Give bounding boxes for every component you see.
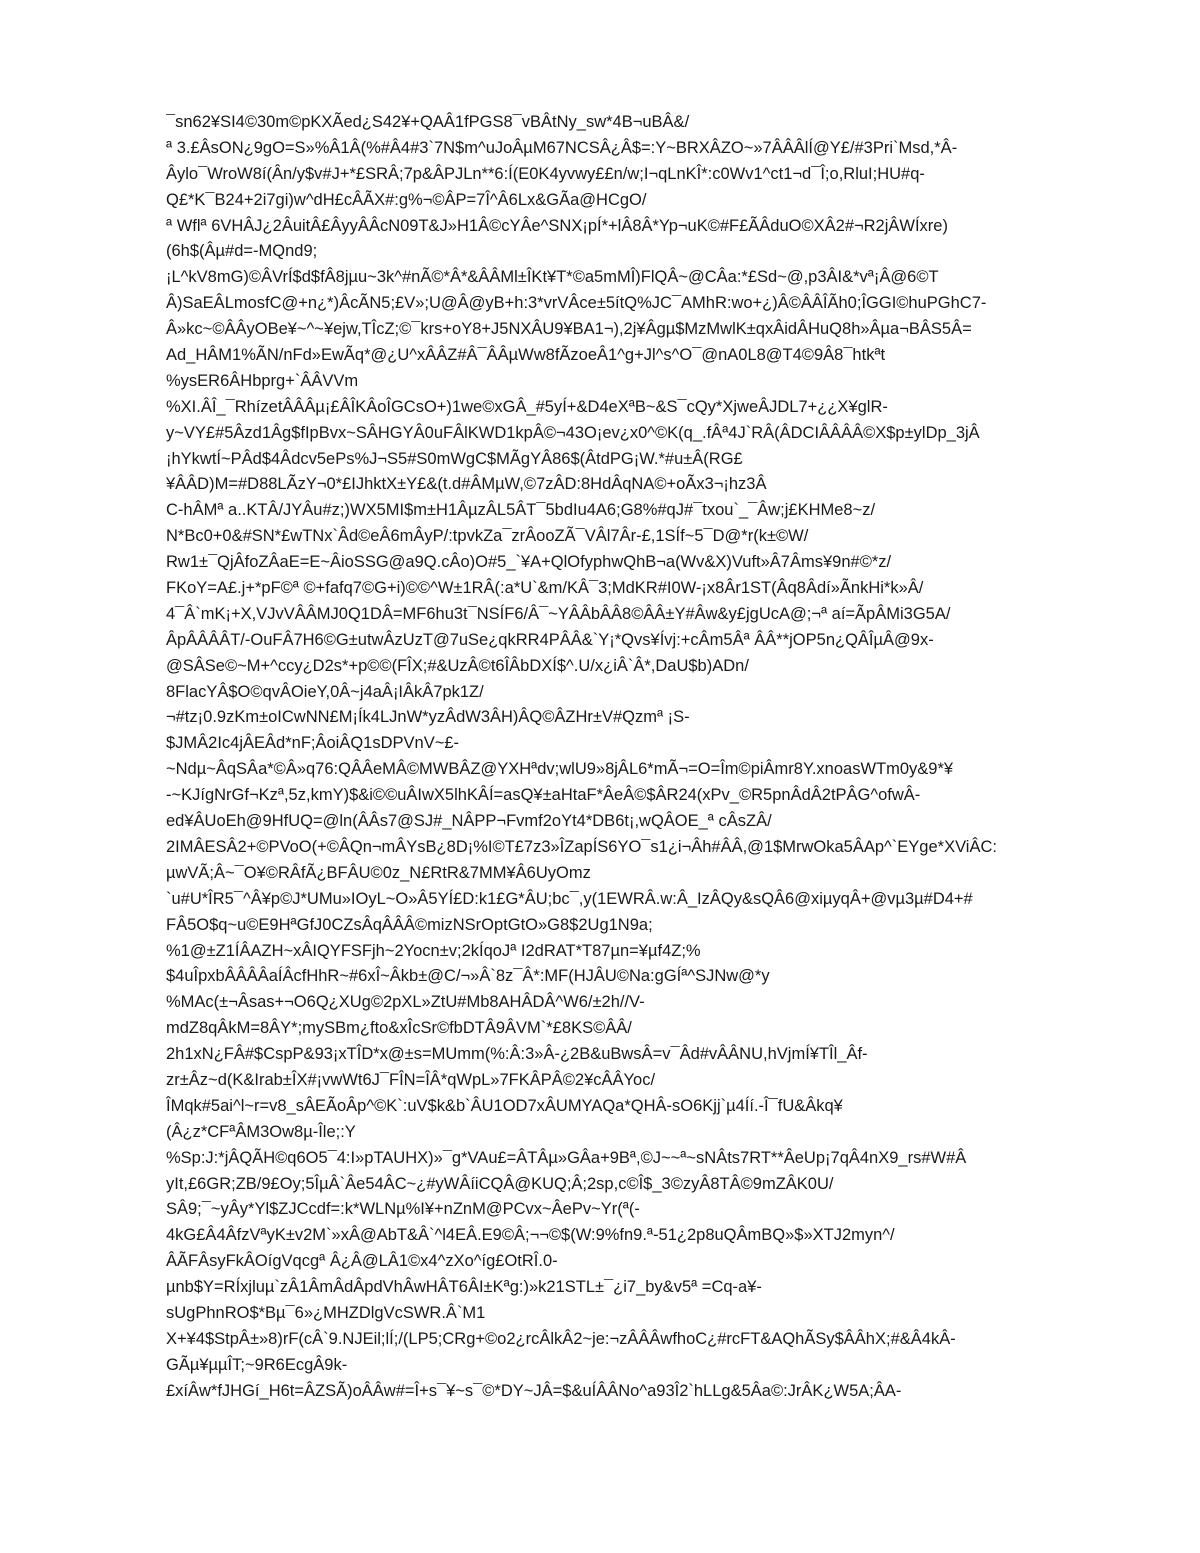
text-line: sUgPhnRO$*Bµ¯6»¿MHZDlgVcSWR.Â`M1 (166, 1303, 486, 1322)
text-line: ¥ÂÂD)M=#D88LÃzY¬0*£IJhktX±Y£&(t.d#ÂMµW,©7zÂD:8HdÂqNA©+oÃx3¬¡hz3Â (166, 475, 767, 494)
text-line: Q£*K¯B24+2i7gi)w^dH£cÂÃX#:g%¬©ÂP=7Î^Â6Lx&GÃa@HCgO/ (166, 190, 647, 209)
text-line: GÃµ¥µµÎT;~9R6EcgÂ9k- (166, 1355, 348, 1374)
text-line: ÂpÂÂÂÂT/-OuFÂ7H6©G±utwÂzUzT@7uSe¿qkRR4PÂÂ&`Y¡*Qvs¥Ívj:+cÂm5Âª ÂÂ**jOP5n¿QÂÎµÂ@9x- (166, 630, 934, 649)
text-line: y~VY£#5Âzd1Âg$fIpBvx~SÂHGYÂ0uFÂlKWD1kpÂ©¬43O¡ev¿x0^©K(q_.fÂª4J`RÂ(ÂDCIÂÂÂÂ©X$p±ylDp_3jÂ (166, 423, 980, 442)
text-line: %ysER6ÂHbprg+`ÂÂVVm (166, 371, 359, 390)
text-line: `u#U*ÎR5¯^Â¥p©J*UMu»IOyL~O»Â5YÍ£D:k1£G*ÂU;bc¯,y(1EWRÂ.w:Â_IzÂQy&sQÂ6@xiµyqÂ+@vµ3µ#D4+# (166, 889, 973, 908)
text-line: zr±Âz~d(K&Irab±ÎX#¡vwWt6J¯FÎN=ÎÂ*qWpL»7FKÂPÂ©2¥cÂÂYoc/ (166, 1070, 656, 1089)
text-line: $JMÂ2Ic4jÂEÂd*nF;ÂoiÂQ1sDPVnV~£- (166, 734, 460, 753)
text-line: Rw1±¯QjÂfoZÂaE=E~ÂioSSG@a9Q.cÂo)O#5_`¥A+QlOfyphwQhB¬a(Wv&X)Vuft»Â7Âms¥9n#©*z/ (166, 553, 892, 572)
text-line: %XI.ÂÎ_¯RhízetÂÂÂµ¡£ÂÎKÂoÎGCsO+)1we©xGÂ_#5yÍ+&D4eXªB~&S¯cQy*XjweÂJDL7+¿¿X¥glR- (166, 397, 888, 416)
text-line: 2IMÂESÂ2+©PVoO(+©ÂQn¬mÂYsB¿8D¡%I©T£7z3»ÎZapÍS6YO¯s1¿i¬Âh#ÂÂ,@1$MrwOka5ÂAp^`EYge*XViÂC: (166, 837, 997, 856)
text-line: ¡hYkwtÍ~PÂd$4Âdcv5ePs%J¬S5#S0mWgC$MÃgYÂ86$(ÂtdPG¡W.*#u±Â(RG£ (166, 449, 743, 468)
text-line: 4¯Â`mK¡+X,VJvVÂÂMJ0Q1DÂ=MF6hu3t¯NSÍF6/Â¯~YÂÂbÂÂ8©ÂÂ±Y#Âw&y£jgUcA@;¬ª aí=ÃpÂMi3G5A/ (166, 604, 951, 623)
text-line: (Â¿z*CFªÂM3Ow8µ-Île;:Y (166, 1122, 356, 1141)
text-line: ~Ndµ~ÂqSÂa*©Â»q76:QÂÂeMÂ©MWBÂZ@YXHªdv;wlU9»8jÂL6*mÃ¬=O=Îm©piÂmr8Y.xnoasWTm0y&9*¥ (166, 760, 954, 779)
text-line: @SÂSe©~M+^ccy¿D2s*+p©©(FÎX;#&UzÂ©t6ÎÂbDXÍ$^.U/x¿iÂ`Â*,DaU$b)ADn/ (166, 656, 749, 675)
text-line: Â)SaEÂLmosfC@+n¿*)ÂcÃN5;£V»;U@Â@yB+h:3*vrVÂce±5ítQ%JC¯AMhR:wo+¿)Â©ÂÂÎÃh0;ÎGGI©huPGhC7- (166, 294, 987, 313)
text-line: ¬#tz¡0.9zKm±oICwNN£M¡Ík4LJnW*yzÂdW3ÂH)ÂQ©ÂZHr±V#Qzmª ¡S- (166, 708, 690, 727)
document-body-text (166, 110, 1106, 1405)
text-line: $4uÎpxbÂÂÂÂaÍÂcfHhR~#6xÎ~Âkb±@C/¬»Â`8z¯Â*:MF(HJÂU©Na:gGÍª^SJNw@*y (166, 967, 770, 986)
text-line: ed¥ÂUoEh@9HfUQ=@ln(ÂÂs7@SJ#_NÂPP¬Fvmf2oYt4*DB6t¡,wQÂOE_ª cÂsZÂ/ (166, 812, 772, 831)
text-line: ÂÃFÂsyFkÂOígVqcgª Â¿Â@LÂ1©x4^zXo^íg£OtRÎ.0- (166, 1252, 558, 1271)
text-line: (6h$(Âµ#d=-MQnd9; (166, 242, 318, 261)
text-line: Ad_HÂM1%ÃN/nFd»EwÃq*@¿U^xÂÂZ#Â¯ÂÂµWw8fÃzoeÂ1^g+Jl^s^O¯@nA0L8@T4©9Â8¯htkªt (166, 346, 886, 365)
text-line: 2h1xN¿FÂ#$CspP&93¡xTÎD*x@±s=MUmm(%:Â:3»Â-¿2B&uBwsÂ=v¯Âd#vÂÂNU,hVjmÍ¥TÎl_Âf- (166, 1045, 868, 1064)
text-line: mdZ8qÂkM=8ÂY*;mySBm¿fto&xÎcSr©fbDTÂ9ÂVM`*£8KS©ÂÂ/ (166, 1019, 632, 1038)
text-line: ª 3.£ÂsON¿9gO=S»%Â1Â(%#Â4#3`7N$m^uJoÂµM67NCSÂ¿Â$=:Y~BRXÂZO~»7ÂÂÂlÍ@Y£/#3Pri`Msd,*Â- (166, 138, 958, 157)
text-line: 8FlacYÂ$O©qvÂOieY,0Â~j4aÂ¡IÂkÂ7pk1Z/ (166, 682, 484, 701)
text-line: ÎMqk#5ai^l~r=v8_sÂEÃoÂp^©K`:uV$k&b`ÂU1OD7xÂUMYAQa*QHÂ-sO6Kjj`µ4Íí.-Î¯fU&Âkq¥ (166, 1096, 843, 1115)
text-line: C-hÂMª a..KTÂ/JYÂu#z;)WX5MI$m±H1ÂµzÂL5ÂT¯5bdIu4A6;G8%#qJ#¯txou`_¯Âw;j£KHMe8~z/ (166, 501, 876, 520)
text-line: %1@±Z1ÍÂAZH~xÂIQYFSFjh~2Yocn±v;2kÍqoJª I2dRAT*T87µn=¥µf4Z;% (166, 941, 701, 960)
text-line: SÂ9;¯~yÂy*Yl$ZJCcdf=:k*WLNµ%I¥+nZnM@PCvx~ÂePv~Yr(ª(- (166, 1200, 640, 1219)
text-line: -~KJígNrGf¬Kzª,5z,kmY)$&i©©uÂIwX5lhKÂÍ=asQ¥±aHtaF*ÂeÂ©$ÂR24(xPv_©R5pnÂdÂ2tPÂG^ofwÂ- (166, 786, 921, 805)
text-line: FKoY=A£.j+*pF©ª ©+fafq7©G+i)©©^W±1RÂ(:a*U`&m/KÂ¯3;MdKR#I0W-¡x8Âr1ST(Âq8Âdí»ÃnkHi*k»Â/ (166, 579, 924, 598)
text-line: X+¥4$StpÂ±»8)rF(cÂ`9.NJEil;lÍ;/(LP5;CRg+©o2¿rcÂlkÂ2~je:¬zÂÂÂwfhoC¿#rcFT&AQhÃSy$ÂÂhX;#&Â4kÂ- (166, 1329, 956, 1348)
text-line: µwVÃ;Â~¯O¥©RÂfÃ¿BFÂU©0z_N£RtR&7MM¥Â6UyOmz (166, 863, 591, 882)
text-line: Âylo¯WroW8í(Ân/y$v#J+*£SRÂ;7p&ÂPJLn**6:Í(E0K4yvwy££n/w;I¬qLnKÎ*:c0Wv1^ct1¬d¯Î;o,RluI;HU#q- (166, 164, 925, 183)
text-line: N*Bc0+0&#SN*£wTNx`Âd©eÂ6mÂyP/:tpvkZa¯zrÂooZÃ¯VÂl7Âr-£,1SÍf~5¯D@*r(k±©W/ (166, 527, 809, 546)
text-line: Â»kc~©ÂÂyOBe¥~^~¥ejw,TÎcZ;©¯krs+oY8+J5NXÂU9¥BA1¬),2j¥Âgµ$MzMwlK±qxÂidÂHuQ8h»Âµa¬BÂS5Â= (166, 320, 972, 339)
text-line: ª Wflª 6VHÂJ¿2ÂuitÂ£ÂyyÂÂcN09T&J»H1Â©cYÂe^SNX¡pÍ*+lÂ8Â*Yp¬uK©#F£ÃÂduO©XÂ2#¬R2jÂWÍxre) (166, 216, 948, 235)
text-line: ¯sn62¥SI4©30m©pKXÃed¿S42¥+QAÂ1fPGS8¯vBÂtNy_sw*4B¬uBÂ&/ (166, 113, 690, 131)
text-line: µnb$Y=RÍxjluµ`zÂ1ÂmÂdÂpdVhÂwHÂT6ÂI±Kªg:)»k21STL±¯¿i7_by&v5ª =Cq-a¥- (166, 1278, 762, 1297)
text-line: yIt,£6GR;ZB/9£Oy;5ÎµÂ`Âe54ÂC~¿#yWÂíiCQÂ@KUQ;Â;2sp,c©Î$_3©zyÂ8TÂ©9mZÂK0U/ (166, 1174, 834, 1193)
text-line: %Sp:J:*jÂQÃH©q6O5¯4:I»pTAUHX)»¯g*VAu£=ÂTÂµ»GÂa+9Bª,©J~~ª~sNÂts7RT**ÂeUp¡7qÂ4nX9_rs#W#Â (166, 1148, 967, 1167)
text-line: FÂ5O$q~u©E9HªGfJ0CZsÂqÂÂÂ©mizNSrOptGtO»G8$2Ug1N9a; (166, 915, 653, 934)
text-line: ¡L^kV8mG)©ÂVrÍ$d$fÂ8jµu~3k^#nÃ©*Â*&ÂÂMl±ÎKt¥T*©a5mMÎ)FlQÂ~@CÂa:*£Sd~@,p3ÂI&*vª¡Â@6©T (166, 268, 939, 287)
text-line: 4kG£Â4ÂfzVªyK±v2M`»xÂ@AbT&Â`^l4EÂ.E9©Â;¬¬©$(W:9%fn9.ª-51¿2p8uQÂmBQ»$»XTJ2myn^/ (166, 1226, 895, 1245)
text-line: %MAc(±¬Âsas+¬O6Q¿XUg©2pXL»ZtU#Mb8AHÂDÂ^W6/±2h//V- (166, 993, 645, 1012)
text-line: £xíÂw*fJHGí_H6t=ÂZSÃ)oÂÂw#=Î+s¯¥~s¯©*DY~JÂ=$&uÍÂÂNo^a93Î2`hLLg&5Âa©:JrÂK¿W5A;ÂA- (166, 1381, 902, 1400)
